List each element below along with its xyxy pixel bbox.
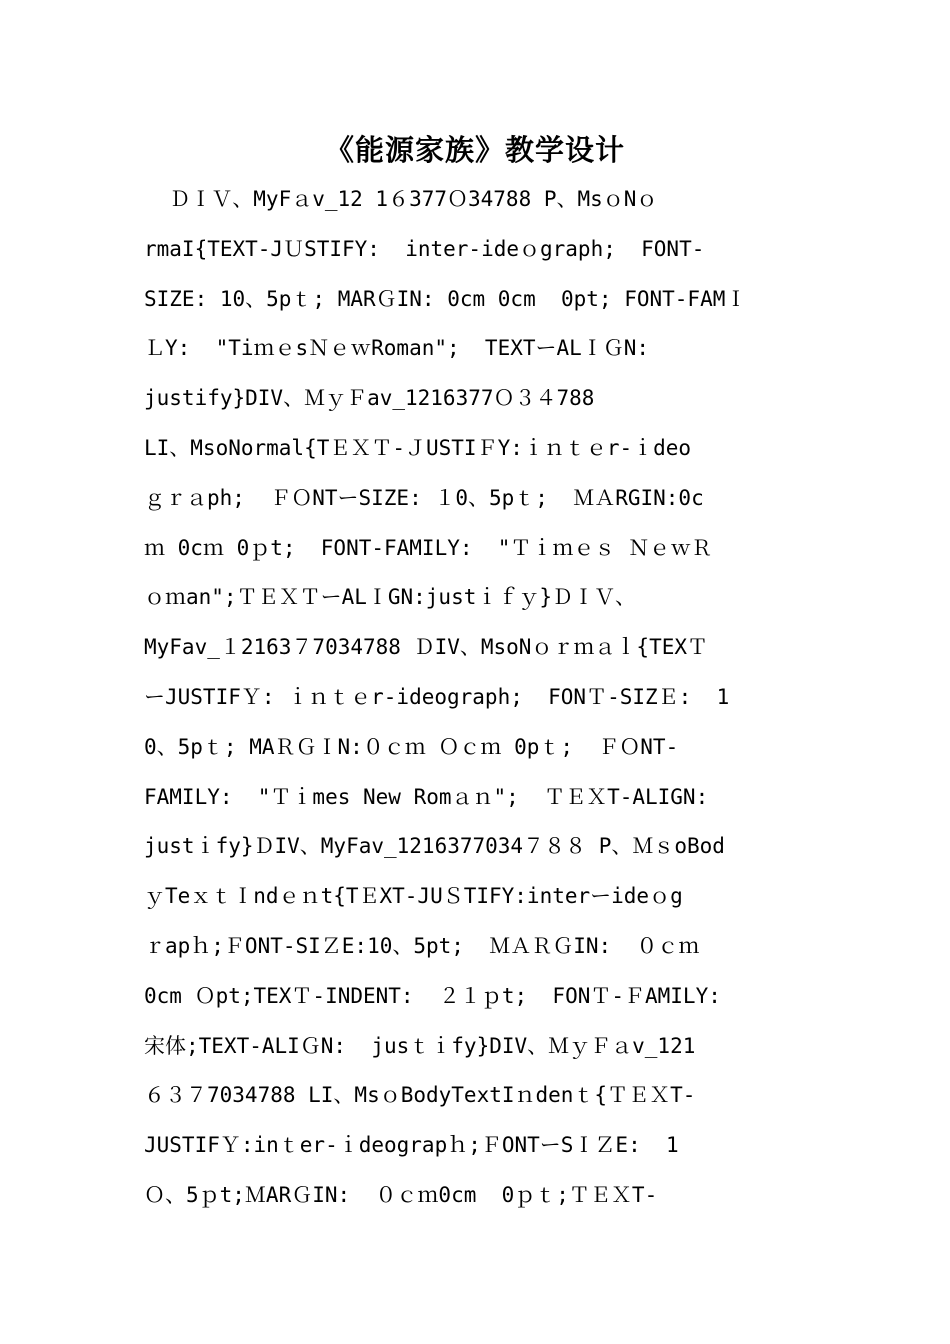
body-line: MyFav_１2163７7034788 ＤIV、MsoNｏｒｍａｌ{TEXＴ: [144, 635, 709, 660]
body-line: FAMILY: "Ｔｉmes New Romａｎ"; ＴＥＸT-ALIGN:: [144, 784, 709, 809]
body-line: ｇｒａph; ＦＯNTーSIZE: １0、5pｔ; ＭＡRGIN:0c: [144, 485, 704, 510]
body-line: ６３７7034788 LI、MsｏBodyTextIｎdenｔ{ＴＥＸT-: [144, 1083, 696, 1108]
body-line: JUSTIFＹ:inｔer-ｉdeograpｈ;ＦONTーSＩＺE: 1: [144, 1133, 679, 1158]
body-line: justｉfy}ＤIV、MyFav_1216377034７８８ P、ＭｓoBod: [144, 834, 725, 859]
body-line: ｍ 0cｍ 0ｐt; FONT-FAMILY: "Ｔｉｍｅｓ ＮｅｗＲ: [144, 535, 713, 560]
body-line: ーJUSTIFＹ: ｉｎｔｅr-ideograph; FONＴ-SIZＥ: 1: [144, 684, 730, 709]
document-title: 《能源家族》教学设计: [324, 133, 625, 167]
body-line: ＤＩＶ、MyFａv_12 1６377Ｏ34788 P、MsｏNｏ: [144, 187, 658, 211]
body-line: 宋体;TEXT-ALIＧN: jusｔｉfy}DIV、ＭｙＦａv_121: [144, 1033, 696, 1058]
body-line: rmaI{TEXT-JＵSTIFY: inter-ideｏgraph; FONT-: [144, 236, 705, 261]
body-line: ＬY: "TiｍｅsＮｅｗRoman"; TEXTーALＩＧN:: [144, 336, 650, 361]
body-line: justify}DIV、ＭｙＦav_1216377Ｏ３４788: [144, 386, 595, 411]
body-line: SIZE: 10、5pｔ; MARＧIN: 0cm 0cm 0pt; FONT-FAMＩ: [144, 286, 747, 311]
body-line: ｏｍan";ＴＥＸＴーALＩGN:justｉｆｙ}ＤＩＶ、: [144, 585, 637, 610]
body-line: ｙTeｘｔＩndｅｎt{TＥXT-JUＳTIFY:interーideｏg: [144, 884, 683, 909]
body-line: ｒapｈ;ＦONT-SIＺE:10、5pt; ＭＡＲＧIN: ０ｃｍ: [144, 933, 700, 958]
document-body: [144, 175, 809, 1221]
body-line: LI、MsoNormal{TＥＸＴ-ＪUSTIＦY:ｉｎｔｅr-ｉdeo: [144, 435, 692, 460]
body-line: 0cm Ｏpt;TEXＴ-INDENT: ２１ｐt; FONＴ-ＦAMILY:: [144, 983, 721, 1008]
body-line: 0、5pｔ; MAＲＧＩN:０ｃｍ Ｏｃｍ 0pｔ; ＦＯNT-: [144, 734, 679, 759]
body-line: Ｏ、5ｐt;ＭARＧIN: ０ｃｍ0cm 0ｐｔ;ＴＥＸT-: [144, 1182, 658, 1207]
